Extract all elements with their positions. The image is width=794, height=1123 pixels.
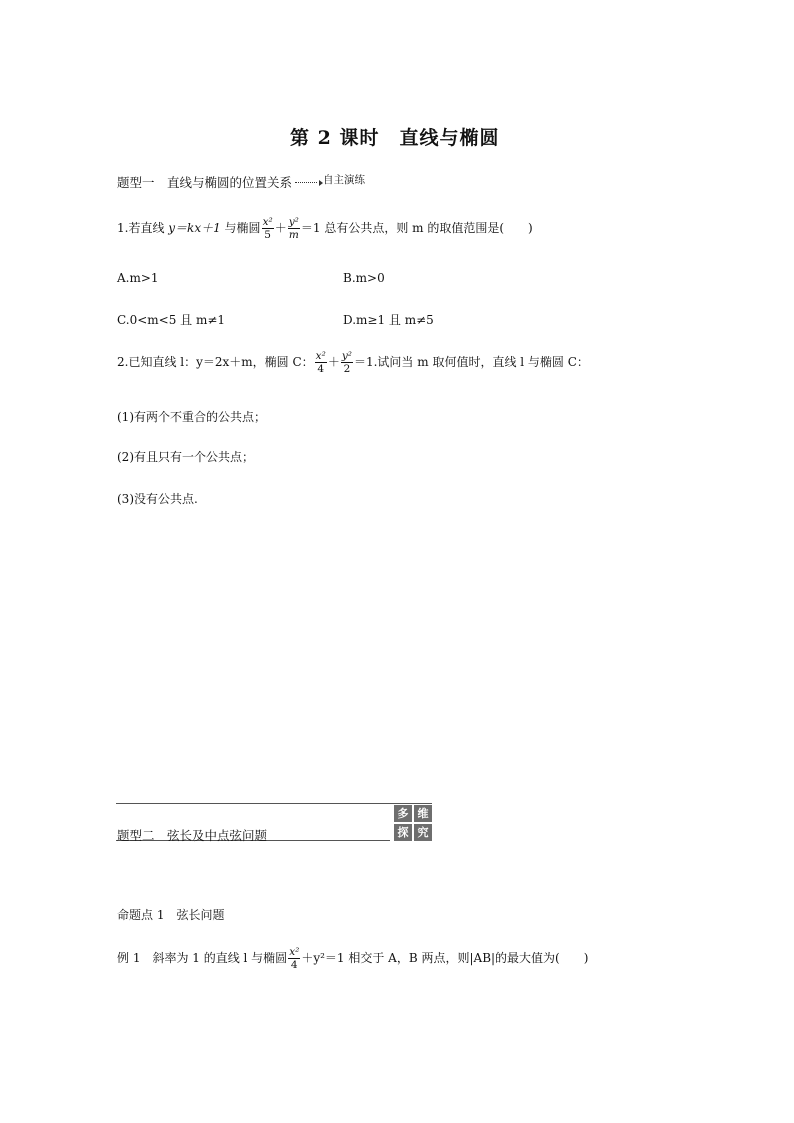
q1-option-a: A.m>1 (117, 271, 159, 285)
q1-line-equation: y＝kx＋1 (168, 221, 221, 235)
q2-fraction-1 (315, 350, 327, 375)
section2-top-rule (116, 803, 432, 804)
example1-prefix: 例 1 斜率为 1 的直线 l 与椭圆 (117, 951, 288, 965)
dotted-leader (295, 182, 317, 183)
q2-tail: ＝1.试问当 m 取何值时，直线 l 与椭圆 C： (353, 355, 589, 369)
q1-fraction-2 (288, 216, 300, 241)
q1-fraction-1 (262, 216, 274, 241)
section2-label: 题型二 弦长及中点弦问题 (117, 828, 268, 843)
example1-fraction (288, 946, 300, 971)
q1-option-b: B.m>0 (343, 271, 385, 285)
page-title: 第 2 课时 直线与椭圆 (290, 127, 500, 149)
q2-part-2: (2)有且只有一个公共点； (117, 450, 254, 464)
q1-mid: 与椭圆 (220, 221, 261, 235)
q2-part-3: (3)没有公共点. (117, 492, 198, 506)
q1-tail: ＝1 总有公共点，则 m 的取值范围是( ) (300, 221, 533, 235)
q2-frac2-den: 2 (343, 363, 351, 375)
q2-frac1-num: x² (315, 350, 326, 362)
q2-part-1: (1)有两个不重合的公共点； (117, 410, 266, 424)
example1-frac-den: 4 (290, 959, 298, 971)
example1-tail: ＋y²＝1 相交于 A，B 两点，则|AB|的最大值为( ) (301, 951, 589, 965)
q1-plus: ＋ (274, 221, 287, 235)
section1-tag: 自主演练 (323, 174, 366, 186)
q2-frac1-den: 4 (317, 363, 325, 375)
q1-frac2-num: y² (288, 216, 299, 228)
example1-frac-num: x² (289, 946, 300, 958)
section1-label: 题型一 直线与椭圆的位置关系 (117, 175, 293, 190)
badge-tan: 探 (394, 824, 412, 841)
q1-frac2-den: m (288, 229, 299, 241)
section1-heading (117, 173, 365, 191)
badge-jiu: 究 (414, 824, 432, 841)
q2-fraction-2 (341, 350, 353, 375)
q1-option-c: C.0<m<5 且 m≠1 (117, 313, 226, 327)
q1-frac1-den: 5 (264, 229, 271, 241)
badge-wei: 维 (414, 805, 432, 822)
q2-frac2-num: y² (341, 350, 352, 362)
question-1 (117, 216, 533, 241)
q1-frac1-num: x² (262, 216, 273, 228)
example-1 (117, 946, 588, 971)
subtopic-heading: 命题点 1 弦长问题 (117, 908, 225, 922)
badge-duo: 多 (394, 805, 412, 822)
q1-option-d: D.m≥1 且 m≠5 (343, 313, 434, 327)
question-2 (117, 350, 589, 375)
q2-prefix: 2.已知直线 l：y＝2x＋m，椭圆 C： (117, 355, 314, 369)
q1-prefix: 1.若直线 (117, 221, 169, 235)
q2-plus: ＋ (327, 355, 340, 369)
